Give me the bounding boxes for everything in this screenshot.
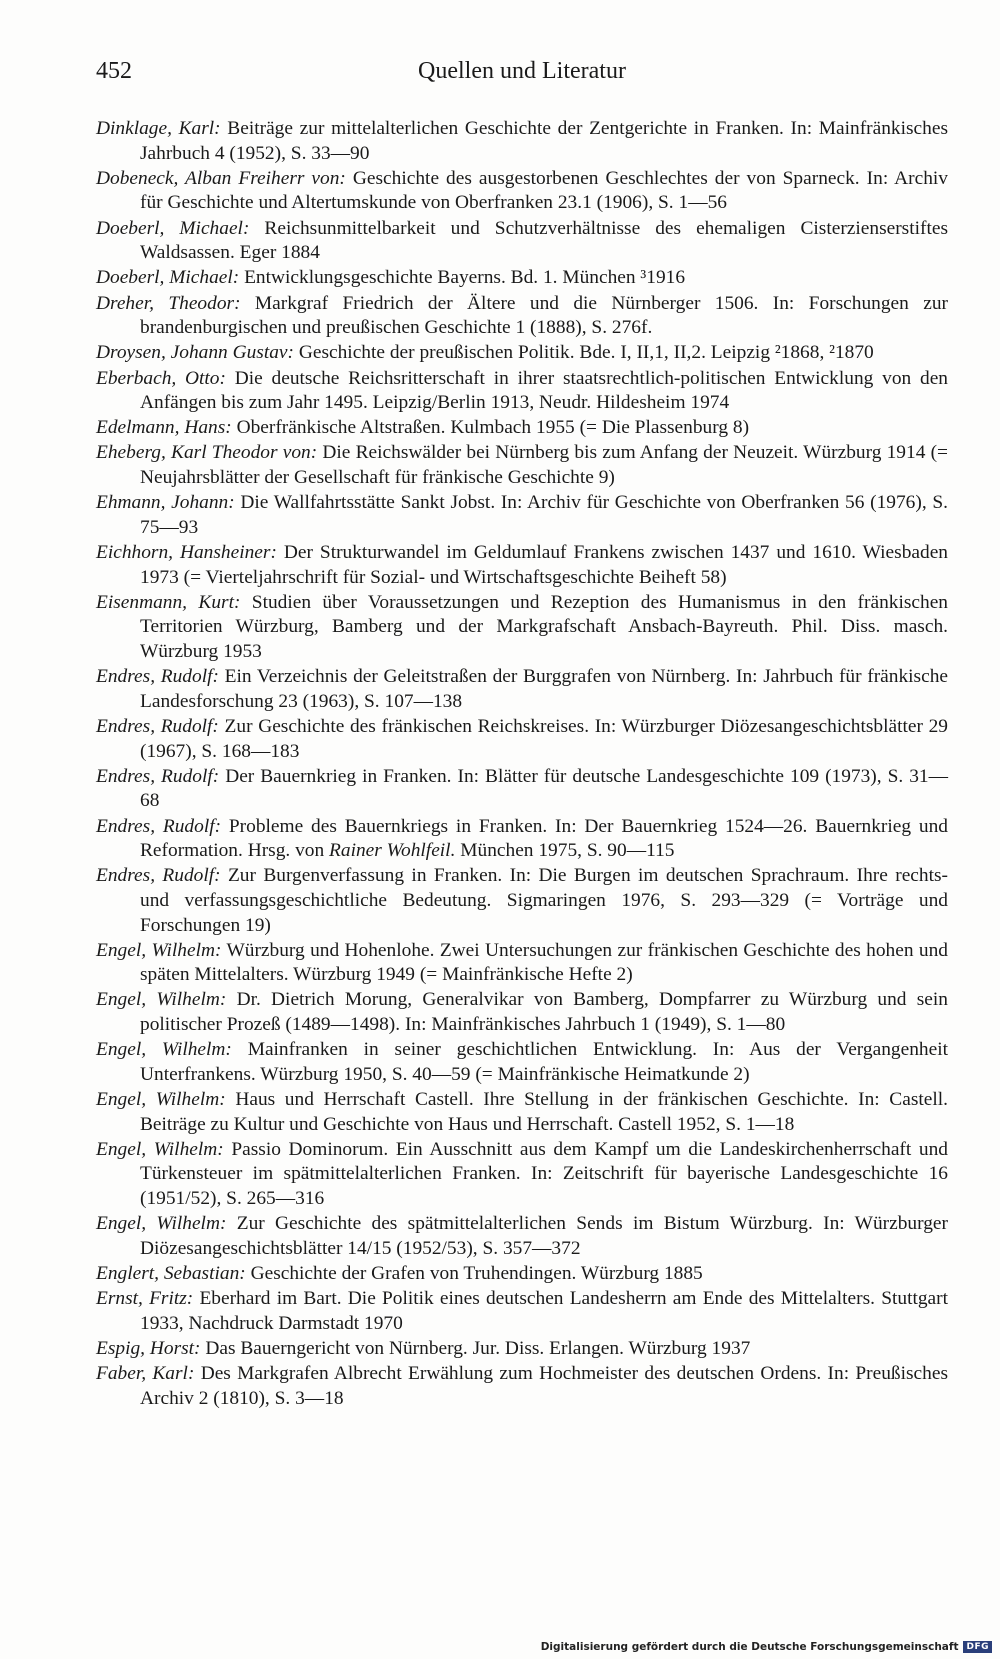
- page-header: [96, 58, 948, 92]
- bibliography-entry: [96, 1088, 948, 1137]
- entry-author: Eisenmann, Kurt:: [96, 591, 241, 613]
- entry-text: Die deutsche Reichsritterschaft in ihrer staatsrechtlich-politischen Entwicklung von den Anfängen bis zum Jahr 1495. Leipzig/Berlin 1913, Neudr. Hildesheim 1974: [140, 367, 949, 414]
- bibliography-entry: [96, 1212, 948, 1261]
- entry-author: Espig, Horst:: [96, 1337, 201, 1359]
- entry-text: Haus und Herrschaft Castell. Ihre Stellung in der fränkischen Geschichte. In: Castell. Beiträge zu Kultur und Geschichte von Haus und Herrschaft. Castell 1952, S. 1—18: [140, 1089, 949, 1135]
- entry-author: Endres, Rudolf:: [96, 666, 219, 688]
- entry-text: Eberhard im Bart. Die Politik eines deutschen Landesherrn am Ende des Mittelalters. Stuttgart 1933, Nachdruck Darmstadt 1970: [140, 1288, 949, 1334]
- entry-author: Engel, Wilhelm:: [96, 939, 222, 961]
- entry-text: Geschichte der preußischen Politik. Bde. I, II,1, II,2. Leipzig ²1868, ²1870: [294, 342, 874, 364]
- bibliography-entry: [96, 266, 948, 291]
- bibliography-list: [96, 117, 948, 1412]
- entry-text: Probleme des Bauernkriegs in Franken. In: Der Bauernkrieg 1524—26. Bauernkrieg und Reformation. Hrsg. von: [140, 815, 948, 862]
- bibliography-entry: [96, 715, 948, 764]
- bibliography-entry: [96, 416, 948, 441]
- bibliography-entry: [96, 441, 948, 490]
- entry-author: Ernst, Fritz:: [96, 1288, 194, 1310]
- entry-editor: Rainer Wohlfeil.: [329, 840, 456, 862]
- entry-text: Ein Verzeichnis der Geleitstraßen der Burggrafen von Nürnberg. In: Jahrbuch für fränkische Landesforschung 23 (1963), S. 107—138: [140, 666, 949, 712]
- entry-author: Eichhorn, Hansheiner:: [96, 542, 277, 564]
- bibliography-entry: [96, 367, 948, 416]
- entry-author: Droysen, Johann Gustav:: [96, 342, 294, 364]
- entry-author: Endres, Rudolf:: [96, 765, 220, 787]
- entry-author: Faber, Karl:: [96, 1363, 195, 1385]
- entry-text: Entwicklungsgeschichte Bayerns. Bd. 1. München ³1916: [239, 267, 686, 289]
- entry-text-continued: München 1975, S. 90—115: [455, 840, 675, 862]
- entry-author: Endres, Rudolf:: [96, 865, 221, 887]
- dfg-logo-icon: DFG: [963, 1641, 992, 1653]
- entry-text: Zur Burgenverfassung in Franken. In: Die Burgen im deutschen Sprachraum. Ihre rechts- und verfassungsgeschichtliche Bedeutung. Sigmaringen 1976, S. 293—329 (= Vorträge und Forschungen 19): [140, 865, 948, 936]
- bibliography-entry: [96, 815, 948, 864]
- bibliography-entry: [96, 1287, 948, 1336]
- entry-text: Passio Dominorum. Ein Ausschnitt aus dem Kampf um die Landeskirchenherrschaft und Türkensteuer im spätmittelalterlichen Franken. In: Zeitschrift für bayerische Landesgeschichte 16 (1951/52), S. 265—316: [140, 1138, 948, 1209]
- entry-author: Engel, Wilhelm:: [96, 1039, 232, 1061]
- bibliography-entry: [96, 1138, 948, 1212]
- entry-text: Die Wallfahrtsstätte Sankt Jobst. In: Archiv für Geschichte von Oberfranken 56 (1976), S. 75—93: [140, 492, 948, 538]
- entry-author: Engel, Wilhelm:: [96, 1089, 226, 1111]
- entry-author: Endres, Rudolf:: [96, 715, 219, 737]
- entry-author: Eheberg, Karl Theodor von:: [96, 442, 318, 464]
- bibliography-entry: [96, 665, 948, 714]
- entry-text: Die Reichswälder bei Nürnberg bis zum Anfang der Neuzeit. Würzburg 1914 (= Neujahrsblätter der Gesellschaft für fränkische Geschichte 9): [140, 442, 948, 489]
- entry-text: Der Strukturwandel im Geldumlauf Frankens zwischen 1437 und 1610. Wiesbaden 1973 (= Vierteljahrschrift für Sozial- und Wirtschaftsgeschichte Beiheft 58): [140, 542, 948, 588]
- entry-text: Dr. Dietrich Morung, Generalvikar von Bamberg, Dompfarrer zu Würzburg und sein politischer Prozeß (1489—1498). In: Mainfränkisches Jahrbuch 1 (1949), S. 1—80: [140, 989, 948, 1036]
- entry-text: Geschichte der Grafen von Truhendingen. Würzburg 1885: [245, 1262, 703, 1284]
- bibliography-entry: [96, 864, 948, 938]
- bibliography-entry: [96, 1262, 948, 1287]
- entry-text: Mainfranken in seiner geschichtlichen Entwicklung. In: Aus der Vergangenheit Unterfrankens. Würzburg 1950, S. 40—59 (= Mainfränkische Heimatkunde 2): [140, 1039, 948, 1085]
- bibliography-entry: [96, 292, 948, 341]
- bibliography-entry: [96, 167, 948, 216]
- page-number: 452: [96, 58, 132, 84]
- entry-author: Dinklage, Karl:: [96, 118, 221, 139]
- entry-author: Doeberl, Michael:: [96, 267, 240, 289]
- digitization-footer: [541, 1641, 992, 1653]
- entry-text: Der Bauernkrieg in Franken. In: Blätter für deutsche Landesgeschichte 109 (1973), S. 31—68: [140, 765, 948, 812]
- entry-author: Ehmann, Johann:: [96, 492, 235, 514]
- entry-author: Dreher, Theodor:: [96, 292, 241, 314]
- entry-text: Das Bauerngericht von Nürnberg. Jur. Diss. Erlangen. Würzburg 1937: [200, 1337, 751, 1359]
- bibliography-entry: [96, 1038, 948, 1087]
- entry-author: Edelmann, Hans:: [96, 417, 232, 439]
- bibliography-entry: [96, 541, 948, 590]
- running-title: Quellen und Literatur: [418, 58, 626, 84]
- entry-author: Doeberl, Michael:: [96, 217, 250, 239]
- entry-text: Oberfränkische Altstraßen. Kulmbach 1955 (= Die Plassenburg 8): [231, 417, 750, 439]
- footer-text: Digitalisierung gefördert durch die Deutsche Forschungsgemeinschaft: [540, 1641, 959, 1653]
- entry-text: Des Markgrafen Albrecht Erwählung zum Hochmeister des deutschen Ordens. In: Preußisches Archiv 2 (1810), S. 3—18: [140, 1363, 948, 1409]
- bibliography-entry: [96, 1337, 948, 1362]
- entry-author: Englert, Sebastian:: [96, 1262, 246, 1284]
- entry-text: Markgraf Friedrich der Ältere und die Nürnberger 1506. In: Forschungen zur brandenburgischen und preußischen Geschichte 1 (1888), S. 276f.: [140, 292, 948, 339]
- bibliography-entry: [96, 341, 948, 366]
- bibliography-entry: [96, 939, 948, 988]
- entry-text: Würzburg und Hohenlohe. Zwei Untersuchungen zur fränkischen Geschichte des hohen und späten Mittelalters. Würzburg 1949 (= Mainfränkische Hefte 2): [140, 939, 948, 986]
- entry-text: Studien über Voraussetzungen und Rezeption des Humanismus in den fränkischen Territorien Würzburg, Bamberg und der Markgrafschaft Ansbach-Bayreuth. Phil. Diss. masch. Würzburg 1953: [140, 591, 948, 662]
- bibliography-entry: [96, 1362, 948, 1411]
- bibliography-entry: [96, 765, 948, 814]
- entry-text: Geschichte des ausgestorbenen Geschlechtes der von Sparneck. In: Archiv für Geschichte und Altertumskunde von Oberfranken 23.1 (1906), S. 1—56: [140, 167, 948, 214]
- entry-author: Engel, Wilhelm:: [96, 989, 227, 1011]
- entry-author: Dobeneck, Alban Freiherr von:: [96, 167, 346, 189]
- entry-author: Engel, Wilhelm:: [96, 1213, 227, 1235]
- bibliography-entry: [96, 117, 948, 166]
- bibliography-entry: [96, 217, 948, 266]
- entry-author: Engel, Wilhelm:: [96, 1138, 224, 1160]
- bibliography-entry: [96, 491, 948, 540]
- entry-author: Endres, Rudolf:: [96, 815, 222, 837]
- entry-text: Zur Geschichte des spätmittelalterlichen Sends im Bistum Würzburg. In: Würzburger Diözesangeschichtsblätter 14/15 (1952/53), S. 357—372: [140, 1213, 948, 1259]
- entry-text: Reichsunmittelbarkeit und Schutzverhältnisse des ehemaligen Cisterzienserstiftes Waldsassen. Eger 1884: [140, 217, 948, 264]
- entry-author: Eberbach, Otto:: [96, 367, 226, 389]
- entry-text: Zur Geschichte des fränkischen Reichskreises. In: Würzburger Diözesangeschichtsblätter 29 (1967), S. 168—183: [140, 715, 949, 762]
- bibliography-entry: [96, 988, 948, 1037]
- entry-text: Beiträge zur mittelalterlichen Geschichte der Zentgerichte in Franken. In: Mainfränkisches Jahrbuch 4 (1952), S. 33—90: [140, 118, 948, 164]
- bibliography-entry: [96, 591, 948, 665]
